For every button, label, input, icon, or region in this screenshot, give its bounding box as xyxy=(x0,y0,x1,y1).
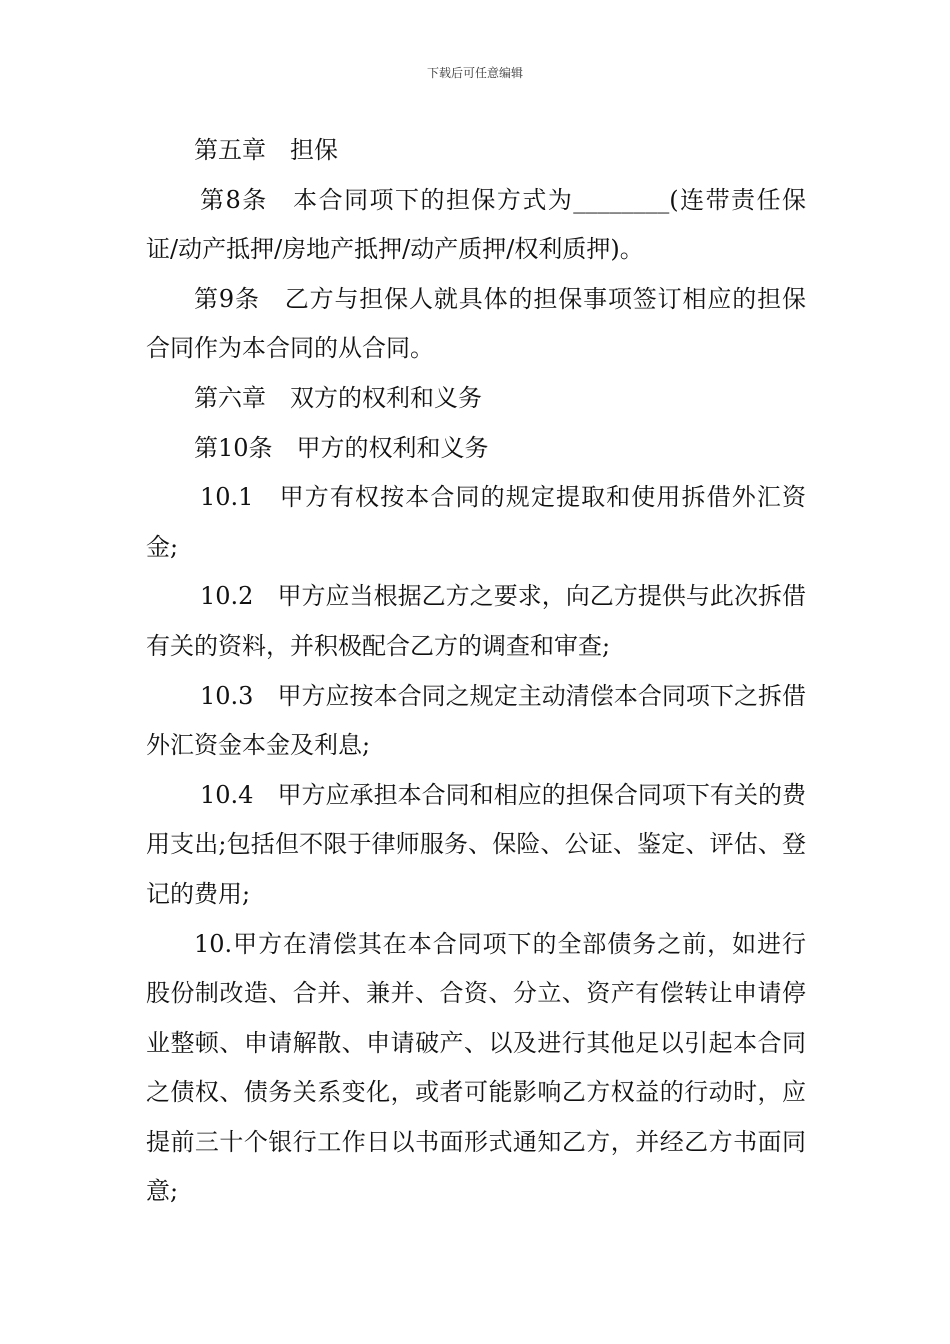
clause-10-1: 10.1 甲方有权按本合同的规定提取和使用拆借外汇资金; xyxy=(146,483,806,561)
clause-10-2: 10.2 甲方应当根据乙方之要求，向乙方提供与此次拆借有关的资料，并积极配合乙方的调查和审查; xyxy=(146,582,806,660)
article-10-heading: 第10条 甲方的权利和义务 xyxy=(194,433,489,462)
article-8: 第8条 本合同项下的担保方式为________(连带责任保证/动产抵押/房地产抵押/动产质押/权利质押)。 xyxy=(146,185,806,264)
clause-10-4: 10.4 甲方应承担本合同和相应的担保合同项下有关的费用支出;包括但不限于律师服务、保险、公证、鉴定、评估、登记的费用; xyxy=(146,780,806,908)
clause-10-3: 10.3 甲方应按本合同之规定主动清偿本合同项下之拆借外汇资金本金及利息; xyxy=(146,681,806,760)
page-header-note: 下载后可任意编辑 xyxy=(426,66,523,80)
document-body xyxy=(146,126,806,1217)
article-9: 第9条 乙方与担保人就具体的担保事项签订相应的担保合同作为本合同的从合同。 xyxy=(146,284,806,363)
clause-10-5: 10.甲方在清偿其在本合同项下的全部债务之前，如进行股份制改造、合并、兼并、合资、分立、资产有偿转让申请停业整顿、申请解散、申请破产、以及进行其他足以引起本合同之债权、债务关系变化，或者可能影响乙方权益的行动时，应提前三十个银行工作日以书面形式通知乙方，并经乙方书面同意; xyxy=(146,929,806,1206)
chapter-5-heading: 第五章 担保 xyxy=(194,136,338,164)
chapter-6-heading: 第六章 双方的权利和义务 xyxy=(194,383,482,412)
